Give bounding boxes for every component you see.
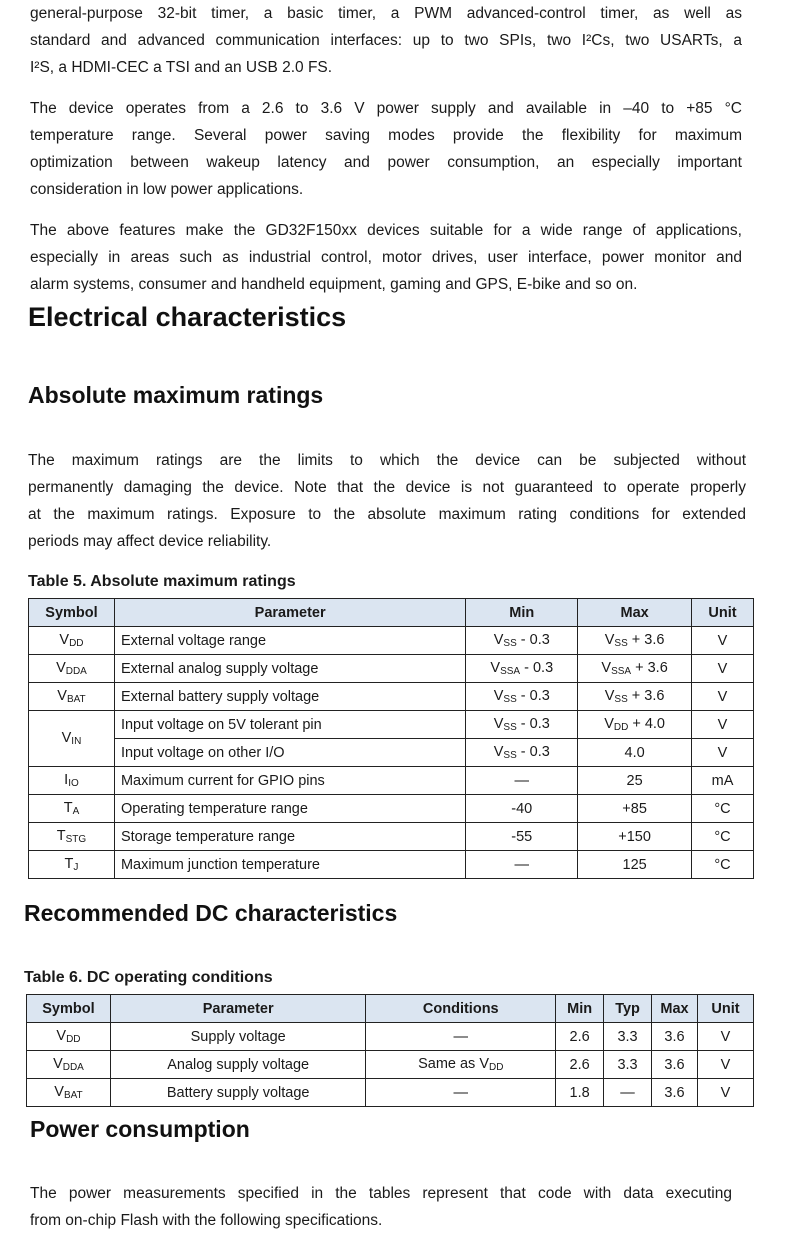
table6-caption: Table 6. DC operating conditions (24, 969, 273, 986)
text-line: at the maximum ratings. Exposure to the absolute maximum rating conditions for extended (28, 506, 746, 523)
table-row (27, 1023, 754, 1051)
unit-cell: V (698, 1079, 754, 1107)
column-header: Parameter (114, 599, 465, 627)
unit-cell: V (692, 683, 754, 711)
unit-cell: V (692, 627, 754, 655)
table-row (29, 795, 754, 823)
column-header: Min (556, 995, 604, 1023)
table-row (29, 767, 754, 795)
table-row (29, 627, 754, 655)
text-line: especially in areas such as industrial control, motor drives, user interface, power monitor and (30, 249, 742, 266)
table-row (29, 851, 754, 879)
unit-cell: V (692, 655, 754, 683)
table-row (27, 1079, 754, 1107)
text-line: consideration in low power applications. (30, 181, 304, 198)
max-cell: 4.0 (578, 739, 692, 767)
column-header: Unit (692, 599, 754, 627)
power-consumption-paragraph (30, 1180, 732, 1234)
unit-cell: V (692, 739, 754, 767)
max-cell: 3.6 (652, 1051, 698, 1079)
min-cell: 1.8 (556, 1079, 604, 1107)
parameter-cell: Battery supply voltage (110, 1079, 366, 1107)
parameter-cell: Maximum junction temperature (114, 851, 465, 879)
min-cell: $V_{SS} - 0.3$ (466, 739, 578, 767)
table-row (29, 739, 754, 767)
parameter-cell: Maximum current for GPIO pins (114, 767, 465, 795)
max-cell: $V_{SS} + 3.6$ (578, 683, 692, 711)
parameter-cell: External analog supply voltage (114, 655, 465, 683)
symbol-cell: $V_{DD}$ (27, 1023, 111, 1051)
column-header: Typ (604, 995, 652, 1023)
typ-cell: 3.3 (604, 1023, 652, 1051)
parameter-cell: Storage temperature range (114, 823, 465, 851)
unit-cell: mA (692, 767, 754, 795)
min-cell: — (466, 851, 578, 879)
parameter-cell: Input voltage on 5V tolerant pin (114, 711, 465, 739)
unit-cell: °C (692, 795, 754, 823)
unit-cell: °C (692, 851, 754, 879)
symbol-cell: $V_{BAT}$ (29, 683, 115, 711)
table-row (29, 655, 754, 683)
max-cell: $V_{SSA} + 3.6$ (578, 655, 692, 683)
column-header: Unit (698, 995, 754, 1023)
max-cell: 3.6 (652, 1023, 698, 1051)
table5-absolute-maximum-ratings (28, 598, 754, 879)
min-cell: $V_{SS} - 0.3$ (466, 683, 578, 711)
max-cell: +85 (578, 795, 692, 823)
text-line: The above features make the GD32F150xx devices suitable for a wide range of applications, (30, 222, 742, 239)
table-row (29, 823, 754, 851)
text-line: The maximum ratings are the limits to which the device can be subjected without (28, 452, 746, 469)
text-line: The power measurements specified in the tables represent that code with data executing (30, 1185, 732, 1202)
unit-cell: V (698, 1051, 754, 1079)
symbol-cell: $T_A$ (29, 795, 115, 823)
max-cell: +150 (578, 823, 692, 851)
max-cell: $V_{SS} + 3.6$ (578, 627, 692, 655)
min-cell: $V_{SSA} - 0.3$ (466, 655, 578, 683)
text-line: permanently damaging the device. Note that the device is not guaranteed to operate properly (28, 479, 746, 496)
symbol-cell: $V_{DD}$ (29, 627, 115, 655)
text-line: alarm systems, consumer and handheld equipment, gaming and GPS, E-bike and so on. (30, 276, 638, 293)
text-line: standard and advanced communication interfaces: up to two SPIs, two I²Cs, two USARTs, a (30, 32, 742, 49)
text-line: from on-chip Flash with the following specifications. (30, 1212, 383, 1229)
symbol-cell: $I_{IO}$ (29, 767, 115, 795)
intro-paragraph-3 (30, 217, 742, 298)
symbol-cell: $V_{IN}$ (29, 711, 115, 767)
min-cell: $V_{SS} - 0.3$ (466, 711, 578, 739)
column-header: Symbol (29, 599, 115, 627)
parameter-cell: External battery supply voltage (114, 683, 465, 711)
unit-cell: °C (692, 823, 754, 851)
max-cell: 25 (578, 767, 692, 795)
min-cell: — (466, 767, 578, 795)
conditions-cell: Same as $V_{DD}$ (366, 1051, 556, 1079)
typ-cell: — (604, 1079, 652, 1107)
table6-dc-operating-conditions (26, 994, 754, 1107)
min-cell: -40 (466, 795, 578, 823)
heading-power-consumption: Power consumption (30, 1116, 250, 1142)
text-line: The device operates from a 2.6 to 3.6 V power supply and available in –40 to +85 °C (30, 100, 742, 117)
symbol-cell: $T_{STG}$ (29, 823, 115, 851)
column-header: Symbol (27, 995, 111, 1023)
column-header: Max (578, 599, 692, 627)
text-line: temperature range. Several power saving modes provide the flexibility for maximum (30, 127, 742, 144)
unit-cell: V (692, 711, 754, 739)
max-cell: 125 (578, 851, 692, 879)
min-cell: -55 (466, 823, 578, 851)
heading-recommended-dc-characteristics: Recommended DC characteristics (24, 900, 398, 926)
conditions-cell: — (366, 1079, 556, 1107)
table-header-row (29, 599, 754, 627)
column-header: Conditions (366, 995, 556, 1023)
table-row (27, 1051, 754, 1079)
table5-caption: Table 5. Absolute maximum ratings (28, 573, 296, 590)
parameter-cell: Supply voltage (110, 1023, 366, 1051)
text-line: optimization between wakeup latency and power consumption, an especially important (30, 154, 742, 171)
text-line: periods may affect device reliability. (28, 533, 272, 550)
symbol-cell: $V_{DDA}$ (29, 655, 115, 683)
parameter-cell: Operating temperature range (114, 795, 465, 823)
symbol-cell: $V_{BAT}$ (27, 1079, 111, 1107)
heading-electrical-characteristics: Electrical characteristics (28, 302, 347, 332)
max-cell: $V_{DD} + 4.0$ (578, 711, 692, 739)
min-cell: $V_{SS} - 0.3$ (466, 627, 578, 655)
parameter-cell: External voltage range (114, 627, 465, 655)
table-header-row (27, 995, 754, 1023)
column-header: Parameter (110, 995, 366, 1023)
conditions-cell: — (366, 1023, 556, 1051)
text-line: general-purpose 32-bit timer, a basic timer, a PWM advanced-control timer, as well as (30, 5, 742, 22)
absolute-ratings-paragraph (28, 447, 746, 555)
heading-absolute-maximum-ratings: Absolute maximum ratings (28, 382, 324, 408)
unit-cell: V (698, 1023, 754, 1051)
symbol-cell: $T_J$ (29, 851, 115, 879)
intro-paragraph-2 (30, 95, 742, 203)
column-header: Max (652, 995, 698, 1023)
max-cell: 3.6 (652, 1079, 698, 1107)
parameter-cell: Input voltage on other I/O (114, 739, 465, 767)
min-cell: 2.6 (556, 1051, 604, 1079)
typ-cell: 3.3 (604, 1051, 652, 1079)
symbol-cell: $V_{DDA}$ (27, 1051, 111, 1079)
column-header: Min (466, 599, 578, 627)
min-cell: 2.6 (556, 1023, 604, 1051)
parameter-cell: Analog supply voltage (110, 1051, 366, 1079)
table-row (29, 683, 754, 711)
text-line: I²S, a HDMI-CEC a TSI and an USB 2.0 FS. (30, 59, 333, 76)
intro-paragraph-1 (30, 0, 742, 81)
table-row (29, 711, 754, 739)
